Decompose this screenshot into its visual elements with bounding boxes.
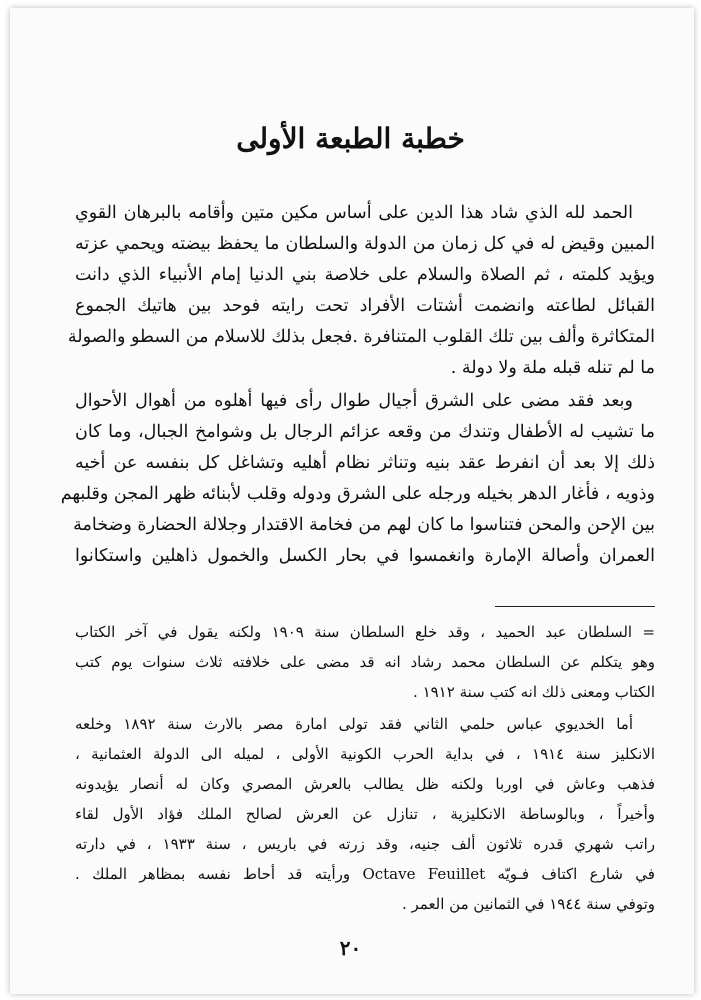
text-line: المبين وقيض له في كل زمان من الدولة والسلطان ما يحفظ بيضته ويحمي عزته: [75, 234, 655, 254]
footnote-line: الانكليز سنة ١٩١٤ ، في بداية الحرب الكونية الأولى ، لميله الى الدولة العثمانية ،: [75, 745, 656, 763]
text-line: وبعد فقد مضى على الشرق أجيال طوال رأى فيها أهلوه من أهوال الأحوال: [75, 391, 633, 411]
footnote-line: = السلطان عبد الحميد ، وقد خلع السلطان سنة ١٩٠٩ ولكنه يقول في آخر الكتاب: [75, 623, 656, 641]
footnote-line: راتب شهري قدره ثلاثون ألف جنيه، وقد زرته في باريس ، سنة ١٩٣٣ ، في دارته: [75, 835, 655, 853]
text-line: ما لم تنله قبله ملة ولا دولة .: [450, 358, 655, 378]
page-title: خطبة الطبعة الأولى: [236, 122, 465, 155]
text-line: ما تشيب له الأطفال وتندك من وقعه عزائم الرجال بل وشوامخ الجبال، وما كان: [75, 422, 655, 442]
footnote-separator: [495, 606, 655, 607]
text-line: العمران وأصالة الإمارة وانغمسوا في بحار الكسل والخمول ذاهلين واستكانوا: [75, 546, 655, 566]
text-line: بين الإحن والمحن فتناسوا ما كان لهم من فخامة الاقتدار وجلالة الحضارة وضخامة: [73, 515, 655, 535]
footnote-line: في شارع اكتاف فـويّه Octave Feuillet ورأيته قد أحاط نفسه بمظاهر الملك .: [75, 865, 655, 883]
footnote-line: أما الخديوي عباس حلمي الثاني فقد تولى امارة مصر بالارث سنة ١٨٩٢ وخلعه: [75, 715, 633, 733]
text-line: وذويه ، فأغار الدهر بخيله ورجله على الشرق ودوله وقلب لأبنائه ظهر المجن وقلبهم: [60, 484, 655, 504]
text-line: الحمد لله الذي شاد هذا الدين على أساس مكين متين وأقامه بالبرهان القوي: [75, 203, 633, 223]
footnote-line: الكتاب ومعنى ذلك انه كتب سنة ١٩١٢ .: [413, 683, 655, 701]
text-line: ويؤيد كلمته ، ثم الصلاة والسلام على خلاصة بني الدنيا إمام الأنبياء الذي دانت: [75, 265, 655, 285]
footnote-line: وأخيراً ، وبالوساطة الانكليزية ، تنازل عن العرش لصالح الملك فؤاد الأول لقاء: [75, 805, 655, 823]
footnote-line: وهو يتكلم عن السلطان محمد رشاد انه قد مضى على خلافته ثلاث سنوات يوم كتب: [75, 653, 655, 671]
footnote-line: فذهب وعاش في اوربا ولكنه ظل يطالب بالعرش المصري وكان له أنصار يؤيدونه: [75, 775, 655, 793]
page-number: ٢٠: [339, 936, 362, 960]
footnote-line: وتوفي سنة ١٩٤٤ في الثمانين من العمر .: [401, 895, 655, 913]
text-line: ذلك إلا بعد أن انفرط عقد بنيه وتناثر نظام أهليه وتشاغل كل بنفسه عن أخيه: [75, 453, 655, 473]
text-line: القبائل لطاعته وانضمت أشتات الأفراد تحت رايته فوحد بين هاتيك الجموع: [75, 296, 655, 316]
text-line: المتكاثرة وألف بين تلك القلوب المتنافرة .فجعل بذلك للاسلام من السطو والصولة: [67, 327, 655, 347]
